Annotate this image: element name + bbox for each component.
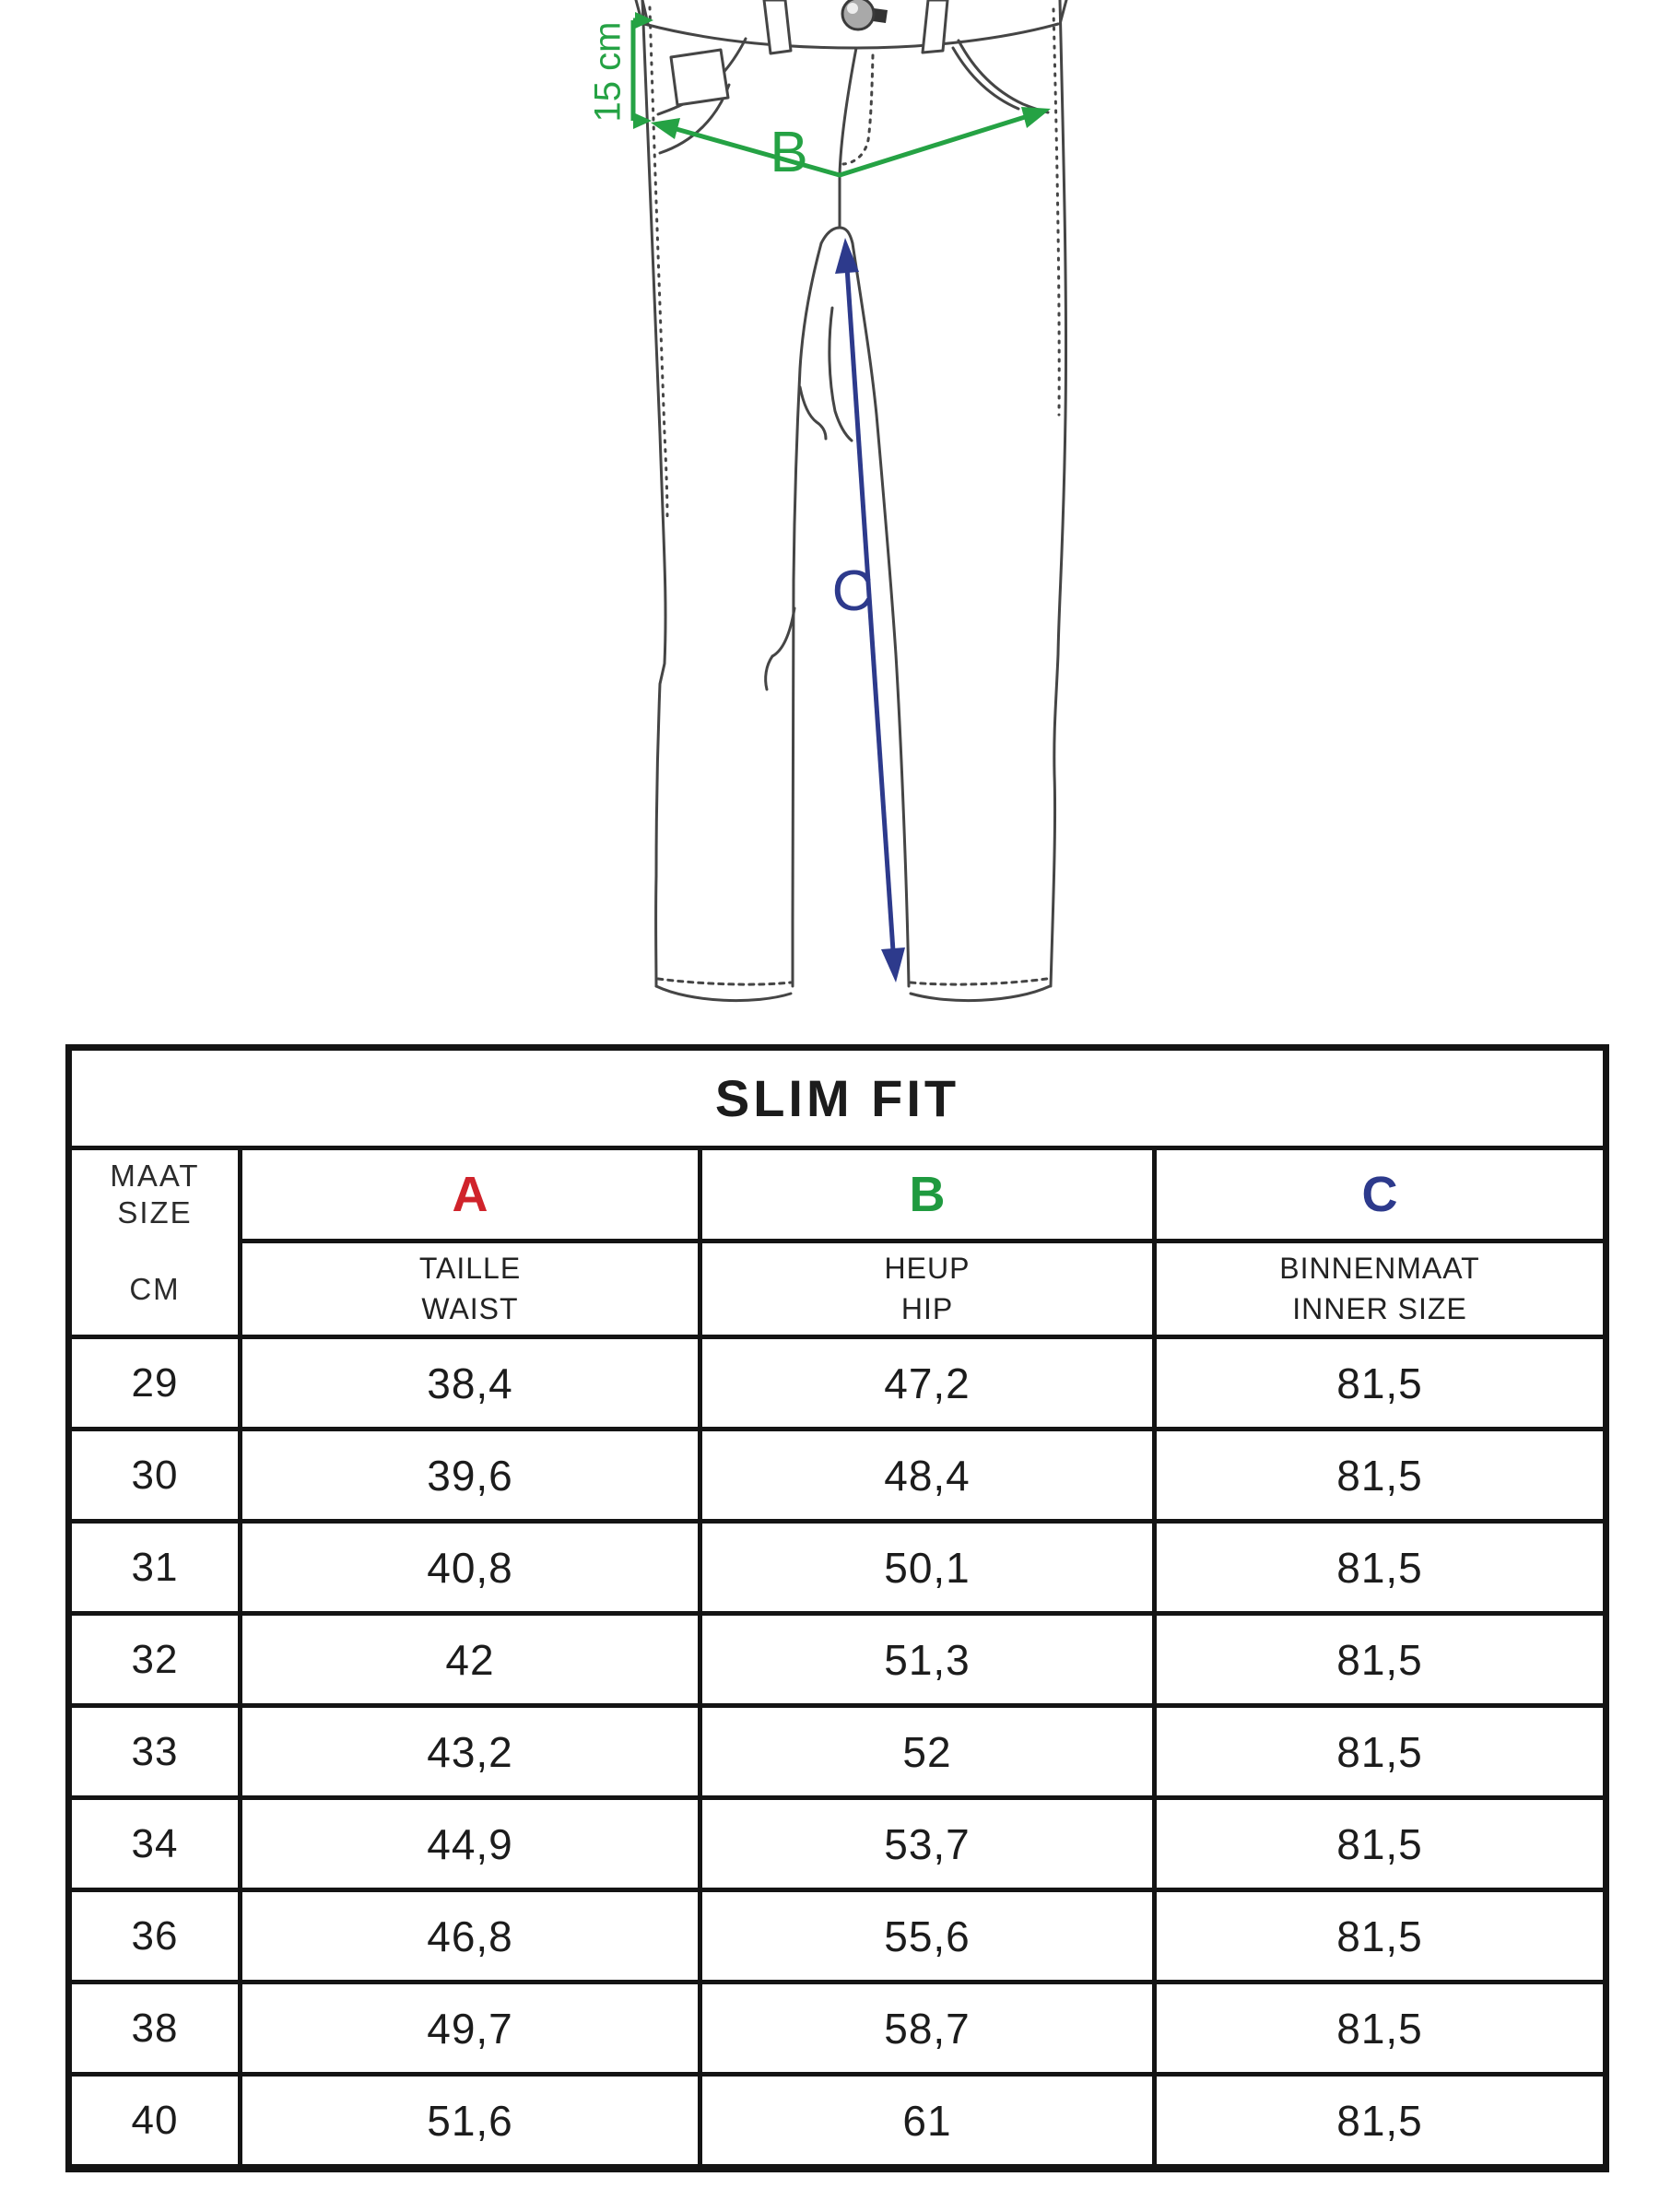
hip-cell: 50,1 bbox=[702, 1524, 1152, 1611]
waist-cell: 44,9 bbox=[242, 1800, 698, 1888]
hip-cell: 53,7 bbox=[702, 1800, 1152, 1888]
size-cell: 30 bbox=[72, 1431, 238, 1519]
hip-cell: 48,4 bbox=[702, 1431, 1152, 1519]
waist-cell: 38,4 bbox=[242, 1339, 698, 1427]
measure-b-label: B bbox=[770, 121, 808, 184]
crotch-seam bbox=[821, 228, 853, 243]
right-side-seam-stitch bbox=[1053, 9, 1059, 415]
right-side-seam bbox=[1051, 0, 1066, 986]
size-cell: 29 bbox=[72, 1339, 238, 1427]
hip-cell: 52 bbox=[702, 1708, 1152, 1795]
hip-cell: 51,3 bbox=[702, 1616, 1152, 1703]
measure-c-label: C bbox=[831, 559, 874, 623]
wrinkle-line bbox=[830, 308, 852, 441]
left-hem-edge bbox=[656, 986, 791, 1001]
column-label-waist: TAILLE WAIST bbox=[242, 1243, 698, 1335]
pants-technical-drawing bbox=[0, 0, 1659, 1051]
wrinkle-line bbox=[800, 387, 826, 439]
column-letter-a: A bbox=[242, 1150, 698, 1239]
inner-size-cell: 81,5 bbox=[1157, 1708, 1603, 1795]
right-hem-stitch bbox=[911, 979, 1047, 984]
size-unit-header bbox=[72, 1150, 238, 1335]
hip-cell: 61 bbox=[702, 2077, 1152, 2164]
waist-cell: 43,2 bbox=[242, 1708, 698, 1795]
size-header-label: MAAT SIZE bbox=[110, 1159, 200, 1230]
inner-size-cell: 81,5 bbox=[1157, 1800, 1603, 1888]
waist-cell: 40,8 bbox=[242, 1524, 698, 1611]
waist-cell: 42 bbox=[242, 1616, 698, 1703]
size-cell: 34 bbox=[72, 1800, 238, 1888]
table-title: SLIM FIT bbox=[72, 1051, 1603, 1146]
inner-size-cell: 81,5 bbox=[1157, 2077, 1603, 2164]
column-label-hip: HEUP HIP bbox=[702, 1243, 1152, 1335]
waist-cell: 49,7 bbox=[242, 1984, 698, 2072]
belt-loop-right bbox=[923, 0, 947, 53]
inner-size-cell: 81,5 bbox=[1157, 1339, 1603, 1427]
center-front-seam bbox=[840, 48, 856, 228]
inner-size-cell: 81,5 bbox=[1157, 1892, 1603, 1980]
right-hem-edge bbox=[911, 986, 1050, 1001]
size-cell: 31 bbox=[72, 1524, 238, 1611]
waist-cell: 46,8 bbox=[242, 1892, 698, 1980]
left-inseam bbox=[793, 243, 821, 986]
wrinkle-line bbox=[766, 608, 794, 689]
waistband-button bbox=[842, 0, 888, 29]
waist-cell: 51,6 bbox=[242, 2077, 698, 2164]
inner-size-cell: 81,5 bbox=[1157, 1984, 1603, 2072]
column-letter-c: C bbox=[1157, 1150, 1603, 1239]
waist-cell: 39,6 bbox=[242, 1431, 698, 1519]
size-cell: 40 bbox=[72, 2077, 238, 2164]
size-table bbox=[65, 1044, 1609, 2172]
pants-drawing-svg bbox=[0, 0, 1659, 1051]
column-letter-b: B bbox=[702, 1150, 1152, 1239]
inner-size-cell: 81,5 bbox=[1157, 1431, 1603, 1519]
hip-cell: 58,7 bbox=[702, 1984, 1152, 2072]
hip-cell: 47,2 bbox=[702, 1339, 1152, 1427]
fly-stitch-line bbox=[843, 55, 873, 164]
coin-pocket bbox=[671, 50, 728, 105]
inner-size-cell: 81,5 bbox=[1157, 1616, 1603, 1703]
size-cell: 32 bbox=[72, 1616, 238, 1703]
size-cell: 36 bbox=[72, 1892, 238, 1980]
left-hem-stitch bbox=[658, 979, 791, 984]
inner-size-cell: 81,5 bbox=[1157, 1524, 1603, 1611]
size-cell: 38 bbox=[72, 1984, 238, 2072]
unit-label: CM bbox=[129, 1271, 181, 1306]
size-cell: 33 bbox=[72, 1708, 238, 1795]
measure-15cm-label: 15 cm bbox=[587, 21, 629, 123]
hip-cell: 55,6 bbox=[702, 1892, 1152, 1980]
column-label-inner-size: BINNENMAAT INNER SIZE bbox=[1157, 1243, 1603, 1335]
